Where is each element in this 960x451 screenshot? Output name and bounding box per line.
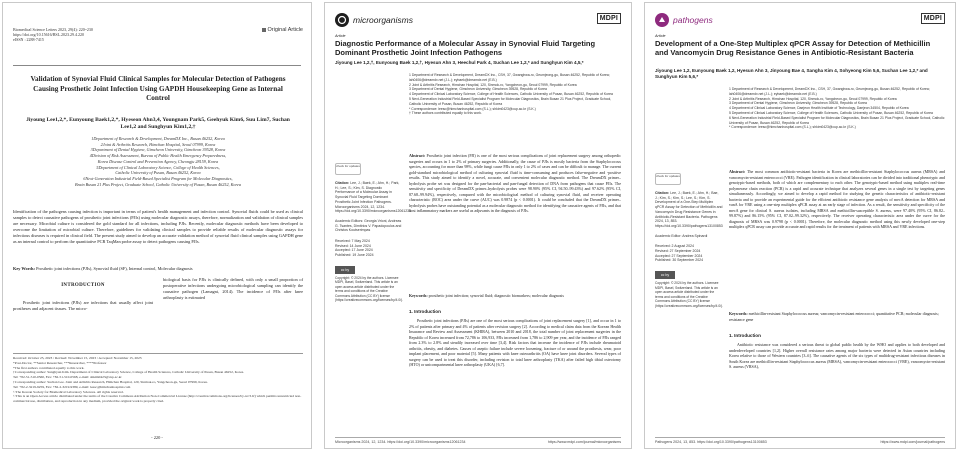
introduction-text: Prosthetic joint infections (PJIs) are infections that usually affect joint prostheses and adjacent tissues. The micro-	[13, 300, 153, 312]
affiliation-line: 2 Joint & Arthritis Research, Himchan Hospital, 120, Sinmok-ro, Yangcheon-gu, Seoul 07999, Republic of Korea	[729, 96, 897, 101]
author-list: Jiyoung Lee 1,2,†, Eunyoung Baek 1,2,†, Hyesun Ahn 3, Heechul Park 4, Suchan Lee 1,2,* and Sunghyun Kim 4,5,*	[335, 60, 584, 65]
issn-line: eISSN : 2288-7415	[13, 37, 44, 43]
affiliation-line: 3 Department of Dental Hygiene, Gimcheon University, Gimcheon 39528, Republic of Korea	[729, 101, 867, 106]
right-column-text: biological basis for PJIs is clinically defined, with only a small proportion of postoperative infections undergoing microbiological sampling can identify the causative pathogen (Lamagni, 2014). The incidence of PJIs after knee arthroplasty is estimated	[163, 277, 303, 301]
paper-page-microorganisms	[324, 2, 632, 449]
affiliation-line: 3 Department of Dental Hygiene, Gimcheon University, Gimcheon 39528, Republic of Korea	[409, 87, 547, 92]
copyright: Copyright: © 2024 by the authors. Licensee MDPI, Basel, Switzerland. This article is an open access article distributed under the terms and conditions of the Creative Commons Attribution (CC BY) license (https://creativecommons.org/licenses/by/4.0/).	[335, 275, 404, 303]
footnote: †Corresponding author: Suchan Lee. Joint and Arthritis Research, Himchan Hospital, 120, Sinmok-ro, Yangcheon-gu, Seoul 07999, Korea.	[13, 379, 208, 384]
footnote: †Corresponding author: Sunghyun Kim. Department of Clinical Laboratory Science, College of Health Sciences, Catholic University of Pusan, Busan 46252, Korea.	[13, 370, 245, 375]
introduction-heading: INTRODUCTION	[61, 283, 105, 288]
keywords-label: Keywords:	[409, 293, 428, 298]
publisher-logo: MDPI	[597, 13, 621, 24]
affiliation-line: 1Department of Research & Development, DreamDX Inc., Busan 46252, Korea	[91, 136, 225, 141]
affiliation-line: 4 Department of Clinical Laboratory Science, College of Health Sciences, Catholic University of Pusan, Busan 46252, Republic of Korea	[409, 92, 613, 97]
affiliations	[409, 73, 621, 116]
keywords-text: prosthetic joint infection; synovial fluid; diagnostic biomarkers; molecular diagnosis	[428, 293, 564, 298]
affiliation-line: 1 Department of Research & Development, DreamDX Inc., CSH, 37, Gwanghwa-ro, Geumjeong-gu, Busan 46252, Republic of Korea; lah0406@dreamdx.net (J.L.); eybaek@dreamdx.net (E.B.)	[409, 73, 610, 82]
academic-editors: Academic Editors: Georgia Vrioni, Andreas G. Tsantes, Dimitrios V. Papadopoulos and Christos Koutserimpas	[335, 218, 402, 233]
journal-header	[335, 11, 621, 29]
check-for-updates-badge[interactable]: check for updates	[335, 163, 361, 175]
affiliation-line: 4 Department of Clinical Laboratory Science, Daejeon Health Institute of Technology, Daejeon 34504, Republic of Korea	[729, 106, 909, 111]
abstract-label: Abstract:	[729, 169, 746, 174]
keywords-text: Prosthetic joint infections (PJIs), Synovial fluid (SF), Internal control, Molecular diagnosis	[36, 266, 193, 271]
article-sidebar	[335, 163, 412, 303]
footer-journal-link[interactable]: https://www.mdpi.com/journal/pathogens	[880, 440, 945, 444]
journal-name: pathogens	[673, 15, 713, 25]
page-footer	[335, 437, 621, 444]
keywords-text: methicillin-resistant Staphylococcus aureus; vancomycin-resistant enterococci; quantitative PCR; molecular diagnosis; resistance gene	[729, 311, 939, 322]
journal-name: microorganisms	[353, 15, 413, 25]
introduction-text: Prosthetic joint infections (PJIs) are one of the most serious complications of joint replacement surgery [1], and occur in 1 to 2% of patients after primary and 4% of patients after revision surgery [2]. According to medical claim data from the Korean Health Insurance and Review and Assessment (KHIRA), between 2010 and 2018, the total number of joint replacement surgeries in the Republic of Korea increased from 72,786 to 106,933, PJIs increased from 1,786 to 2,909 per year, and the incidence of PJIs ranged from 2.3% to 2.8% and steadily increased over time [3,4]. Risk factors that increase the incidence of PJIs include rheumatoid arthritis, obesity, and diabetes. Causes of aseptic failure include severe loosening, fracture of or around the prosthesis, wear, poor implant placement, and poor material [5]. Many patients with knee osteoarthritis (OA) have knee joint disorders. Several types of surgery can be used to treat this disorder, including revision to total knee arthroplasty (TKA) after failed high tibial osteotomy (HTO) or unicompartmental knee arthroplasty (UKA) [6,7].	[409, 318, 621, 367]
footer-journal-link[interactable]: https://www.mdpi.com/journal/microorganisms	[547, 440, 621, 444]
article-sidebar	[655, 173, 723, 308]
footnote: *The first authors contributed equally to this work.	[13, 365, 85, 370]
footer-citation: Microorganisms 2024, 12, 1234. https://doi.org/10.3390/microorganisms12061234	[335, 440, 466, 444]
affiliation-line: 2 Joint & Arthritis Research, Himchan Hospital, 120, Sinmok-ro, Yangcheon-gu, Seoul 07999, Republic of Korea	[409, 82, 577, 87]
citation	[655, 191, 723, 229]
affiliation-line: Brain Busan 21 Plus Project, Graduate School, Catholic University of Pusan, Busan 46252, Korea	[75, 181, 241, 187]
footnote: *Post-Doctor, **Senior Researcher, ***Researcher, ****Professor	[13, 360, 107, 365]
author-list: Jiyoung Lee1,2,*, Eunyoung Baek1,2,*, Hyeseon Ahn3,4, Youngnam Park5, Geehyuk Kim6, Suu Lim7, Suchan Lee1,2 and Sunghyun Kim1,2,†	[26, 117, 290, 131]
citation-label: Citation:	[335, 181, 350, 185]
footnotes	[13, 353, 303, 404]
footnote: ©This is an Open Access article distributed under the terms of the Creative Commons Attribution Non-Commercial License (http://creativecommons.org/licenses/by-nc/3.0/) which permits unrestricted non-commercial use, distribution, and reproduction in any medium, provided the original work is properly cited.	[13, 394, 302, 404]
journal-line: Biomedical Science Letters 2023, 29(4): 220~230	[13, 27, 93, 32]
footer-citation: Pathogens 2024, 13, 853. https://doi.org/10.3390/pathogens13100853	[655, 440, 767, 444]
affiliation-line: 2Joint & Arthritis Research, Himchan Hospital, Seoul 07999, Korea	[100, 141, 216, 147]
journal-logo-icon	[335, 13, 349, 27]
keywords-label: Key Words:	[13, 266, 36, 271]
citation	[335, 181, 412, 214]
affiliation-line: 1 Department of Research & Development, DreamDX Inc., CSH, 37, Gwanghwa-ro, Geumjeong-gu, Busan 46252, Republic of Korea; lah0406@dreamdx.net (J.L.); eybaek@dreamdx.net (E.B.)	[729, 87, 930, 96]
paper-title: Development of a One-Step Multiplex qPCR Assay for Detection of Methicillin and Vancomycin Drug Resistance Genes in Antibiotic-Resistant Bacteria	[655, 39, 931, 58]
keywords	[13, 266, 303, 272]
introduction-text: Antibiotic resistance was considered a serious threat to global public health by the WHO and applies to both developed and underdeveloped countries [1,2]. Higher overall resistance rates among major bacteria were detected in Asian countries including Korea relative to those of Western countries [3–6]. The causative agents of the six types of multidrug-resistant infectious diseases in South Korea are methicillin-resistant Staphylococcus aureus (MRSA), vancomycin-resistant enterococci (VRE), vancomycin-resistant S. aureus (VRSA),	[729, 342, 945, 369]
footnote: ©The Korean Society for Biomedical Laboratory Sciences. All rights reserved.	[13, 389, 124, 394]
article-type: Article	[335, 34, 346, 38]
paper-page-biomedical-science-letters	[2, 2, 312, 449]
abstract	[409, 153, 621, 214]
affiliation-line: 5 Next-Generation Industrial Field-Based Specialist Program for Molecular Diagnostics, Brain Busan 21 Plus Project, Graduate School, Catholic University of Pusan, Busan 46252, Republic of Korea	[409, 96, 612, 106]
article-type-badge: Original Article	[262, 27, 303, 33]
introduction-heading: 1. Introduction	[729, 333, 761, 338]
page-number: - 220 -	[151, 435, 163, 440]
cc-license-icon: cc by	[335, 266, 355, 274]
affiliation-line: Catholic University of Pusan, Busan 46252, Korea	[115, 170, 201, 176]
journal-header	[13, 27, 303, 43]
keywords	[409, 293, 621, 299]
paper-title: Diagnostic Performance of a Molecular Assay in Synovial Fluid Targeting Dominant Prosthetic Joint Infection Pathogens	[335, 39, 596, 58]
citation-text: Lee, J.; Baek, E.; Ahn, H.; Park, H.; Lee, S.; Kim, S. Diagnostic Performance of a Molecular Assay in Synovial Fluid Targeting Dominant Prosthetic Joint Infection Pathogens. Microorganisms 2024, 12, 1234. https://doi.org/10.3390/microorganisms12061234	[335, 181, 412, 214]
check-for-updates-badge[interactable]: check for updates	[655, 173, 681, 185]
affiliation-line: 6 Next-Generation Industrial Field-Based Specialist Program for Molecular Diagnostics, Brain Busan 21 Plus Project, Graduate School, Catholic University of Pusan, Busan 46252, Republic of Korea	[729, 115, 945, 125]
affiliations	[729, 87, 945, 130]
header-divider	[13, 65, 301, 66]
affiliation-line: 4Division of Risk Assessment, Bureau of Public Health Emergency Preparedness,	[89, 153, 227, 159]
affiliation-line: † These authors contributed equally to this work.	[409, 111, 482, 116]
affiliation-line: * Correspondence: leesc@himchanhospital.com (S.L.); shkim0423@cup.ac.kr (S.K.)	[729, 125, 856, 130]
abstract-text: Prosthetic joint infection (PJI) is one of the most serious complications of joint replacement surgery among orthopedic surgeries and occurs in 1 to 2% of primary surgeries. Additionally, the cause of PJIs is mostly bacteria from the Staphylococcus species, accounting for more than 98%, while fungi cause PJIs in only 1 to 2% of cases and can be difficult to manage. The current gold-standard microbiological method of culturing synovial fluid is time-consuming and produces false-negative and -positive results. This study aimed to identify a novel, accurate, and convenient molecular diagnostic method. The DreamDX primer–hydrolysis probe set was designed for the pan-bacterial and pan-fungal detection of DNA from pathogens that cause PJIs. The sensitivity and specificity of DreamDX primer–hydrolysis probes were 98.90% (95% CI, 94.50–99.43%) and 97.62% (95% CI, 87.68–99.94%), respectively, compared with the microbiological method of culturing synovial fluid, and receiver operating characteristic (ROC) area under the curve (AUC) was 0.9874 (p < 0.0001). It could be concluded that the DreamDX primer–hydrolysis probes have outstanding potential as a molecular diagnostic method for identifying the causative agents of PJIs, and that host inflammatory markers are useful as adjuvants in the diagnosis of PJIs.	[409, 153, 622, 213]
abstract	[729, 169, 945, 230]
doi-line: https://doi.org/10.15616/BSL.2023.29.4.220	[13, 32, 85, 38]
abstract: Identification of the pathogens causing infection is important in terms of patient's health management and infection control. Synovial fluids could be used as clinical samples to detect causative pathogens of prosthetic joint infections (PJIs) using molecular diagnostic assays, therefore, normalization and validation of clinical samples are necessary. Microbial culture is considered the gold standard for all infections, including PJIs. Recently, molecular diagnostic methods have been developed to overcome the limitation of microbial culture. Therefore, guidelines for validating clinical samples to provide reliable results of molecular diagnostic assays for infectious diseases is required in clinical field. The present study aimed to develop an accurate validation method of synovial fluid clinical samples using GAPDH gene as an internal control to perform the quantitative PCR TaqMan probe assay to detect pathogens causing PJIs.	[13, 209, 303, 245]
publisher-logo: MDPI	[921, 13, 945, 24]
footnote: Tel: +82-51-510-0560, Fax: +82-51-510-0568, e-mail: shkim0423@cup.ac.kr	[13, 375, 122, 380]
affiliation-line: 6Next-Generation Industrial Field-Based Specialist Program for Molecular Diagnostics,	[83, 175, 233, 181]
keywords-label: Keywords:	[729, 311, 748, 316]
copyright: Copyright: © 2024 by the authors. Licensee MDPI, Basel, Switzerland. This article is an open access article distributed under the terms and conditions of the Creative Commons Attribution (CC BY) license (https://creativecommons.org/licenses/by/4.0/).	[655, 281, 724, 308]
author-list: Jiyoung Lee 1,2, Eunyoung Baek 1,2, Hyesun Ahn 3, Jinyoung Bae 4, Sangha Kim 4, Sohyeong Kim 5,6, Suchan Lee 1,2,* and Sunghyun Kim 5,6,*	[655, 68, 928, 79]
affiliation-line: Korea Disease Control and Prevention Agency, Cheongju 28159, Korea	[97, 158, 219, 164]
abstract-text: The most common antibiotic-resistant bacteria in Korea are methicillin-resistant Staphylococcus aureus (MRSA) and vancomycin-resistant enterococci (VRE). Pathogen identification in clinical laboratories can be divided into traditional phenotypic and genotypic-based methods, both of which are complementary to each other. The genotypic-based method using multiplex real-time polymerase chain reaction (PCR) is a rapid and accurate technique that analyzes several genes in a single test by targeting genes simultaneously. Accordingly, we aimed to develop a rapid method for studying the genetic characteristics of antibiotic-resistant bacteria and to provide an experimental guide for the efficient antibiotic resistance gene analysis of mecA detection for MRSA and vanA for VRE using a one-step multiplex qPCR assay at an early stage of infection. As a result, the sensitivity and specificity of the mecA gene for clinical S. aureus isolates, including MRSA and methicillin-susceptible S. aureus, were 97.40% (95% CI, 86.82–99.87%) and 86.15% (95% CI, 87.02–99.32%), respectively. The receiver operating characteristic area under the curve for the diagnosis of MRSA was 0.9798 (p < 0.0001). Therefore, the molecular diagnostic method using this newly developed one-step multiplex qPCR assay can provide accurate and rapid results for the treatment of patients with MRSA and VRE infections.	[729, 169, 945, 229]
publication-dates: Received: 2 August 2024 Revised: 27 September 2024 Accepted: 27 September 2024 Published: 30 September 2024	[655, 244, 704, 263]
affiliation-line: 5 Department of Clinical Laboratory Science, College of Health Sciences, Catholic University of Pusan, Busan 46252, Republic of Korea	[729, 110, 933, 115]
left-column	[13, 281, 153, 312]
citation-label: Citation:	[655, 191, 670, 195]
footnote: Tel: +82-2-3219-9259, Fax: +82-2-3219-9389, e-mail: leesc@himchanhospital.com	[13, 384, 131, 389]
article-type: Article	[655, 34, 666, 38]
affiliations	[25, 136, 291, 187]
citation-text: Lee, J.; Baek, E.; Ahn, H.; Bae, J.; Kim, S.; Kim, S.; Lee, S.; Kim, S. Development of a One-Step Multiplex qPCR Assay for Detection of Methicillin and Vancomycin Drug Resistance Genes in Antibiotic-Resistant Bacteria. Pathogens 2024, 13, 853. https://doi.org/10.3390/pathogens13100853	[655, 191, 723, 228]
introduction-heading: 1. Introduction	[409, 309, 441, 314]
footnote: Received: October 25, 2023 / Revised: November 15, 2023 / Accepted: November 15, 2023	[13, 356, 142, 360]
paper-title: Validation of Synovial Fluid Clinical Samples for Molecular Detection of Pathogens Causing Prosthetic Joint Infection Using GAPDH Housekeeping Gene as Internal Control	[30, 75, 286, 103]
affiliation-line: * Correspondence: leesc@himchanhospital.com (S.L.); shkim0423@cup.ac.kr (S.K.)	[409, 106, 536, 111]
publication-dates: Received: 7 May 2024 Revised: 14 June 2024 Accepted: 17 June 2024 Published: 19 June 2024	[335, 239, 374, 258]
academic-editor: Academic Editor: Andrea Spinardi	[655, 233, 708, 238]
affiliation-line: 3Department of Dental Hygiene, Gimcheon University, Gimcheon 39528, Korea	[90, 147, 226, 153]
cc-license-icon: cc by	[655, 271, 675, 279]
paper-page-pathogens	[644, 2, 956, 449]
keywords	[729, 311, 945, 322]
affiliation-line: 5Department of Clinical Laboratory Science, College of Health Sciences,	[96, 164, 220, 170]
abstract-label: Abstract:	[409, 153, 426, 158]
journal-header	[655, 11, 945, 29]
journal-logo-icon	[655, 13, 669, 27]
page-footer	[655, 437, 945, 444]
